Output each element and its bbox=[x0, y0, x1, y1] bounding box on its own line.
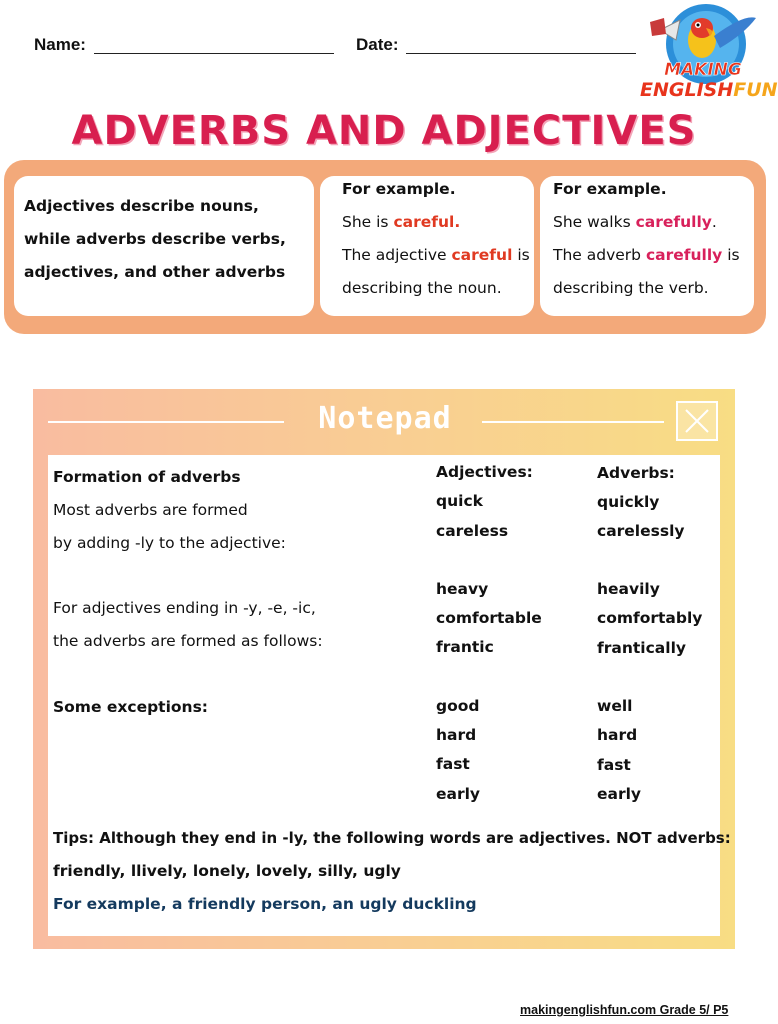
formation-heading: Formation of adverbs bbox=[53, 468, 241, 486]
adjective-word: quick bbox=[436, 492, 483, 510]
notepad-title-rule-left bbox=[48, 421, 284, 423]
adjective-example-explain: The adjective careful is bbox=[342, 246, 530, 264]
footer-link[interactable]: makingenglishfun.com Grade 5/ P5 bbox=[520, 1003, 729, 1017]
adjective-word: hard bbox=[436, 726, 477, 744]
adverb-example-heading: For example. bbox=[553, 180, 667, 198]
notepad-title-rule-right bbox=[482, 421, 664, 423]
adjective-example-heading: For example. bbox=[342, 180, 456, 198]
formation-line-1: Most adverbs are formed bbox=[53, 501, 248, 519]
page-title: ADVERBS AND ADJECTIVES bbox=[71, 108, 697, 154]
adverb-word: heavily bbox=[597, 580, 660, 598]
adverb-example-card bbox=[540, 176, 754, 316]
adjective-example-explain-2: describing the noun. bbox=[342, 279, 502, 297]
adverb-word: quickly bbox=[597, 493, 660, 511]
adjective-word: fast bbox=[436, 755, 470, 773]
ending-rule-line-1: For adjectives ending in -y, -e, -ic, bbox=[53, 599, 316, 617]
date-field[interactable] bbox=[406, 53, 636, 54]
tips-line-2: friendly, llively, lonely, lovely, silly, ugly bbox=[53, 862, 401, 880]
name-label: Name: bbox=[34, 35, 86, 54]
close-button[interactable] bbox=[676, 401, 718, 441]
adverb-example-sentence: She walks carefully. bbox=[553, 213, 717, 231]
date-label: Date: bbox=[356, 35, 399, 54]
close-icon bbox=[678, 403, 716, 439]
tips-line-1: Tips: Although they end in -ly, the following words are adjectives. NOT adverbs: bbox=[53, 829, 731, 847]
adjective-word: early bbox=[436, 785, 481, 803]
notepad-title: Notepad bbox=[318, 401, 452, 436]
adjective-word: frantic bbox=[436, 638, 494, 656]
formation-line-2: by adding -ly to the adjective: bbox=[53, 534, 286, 552]
adverb-word: early bbox=[597, 785, 642, 803]
adverb-word: hard bbox=[597, 726, 638, 744]
adjective-word: good bbox=[436, 697, 480, 715]
adjective-example-card bbox=[320, 176, 534, 316]
making-english-fun-logo: MAKING ENGLISHFUN bbox=[640, 0, 766, 106]
adjectives-column-header: Adjectives: bbox=[436, 463, 533, 481]
adverb-example-explain-2: describing the verb. bbox=[553, 279, 709, 297]
definition-text: Adjectives describe nouns, while adverbs describe verbs, adjectives, and other adverbs bbox=[24, 197, 286, 281]
adverb-word: fast bbox=[597, 756, 631, 774]
adverb-word: carelessly bbox=[597, 522, 685, 540]
adverb-word: comfortably bbox=[597, 609, 703, 627]
name-field[interactable] bbox=[94, 53, 334, 54]
definition-card bbox=[14, 176, 314, 316]
adjective-word: comfortable bbox=[436, 609, 542, 627]
exceptions-heading: Some exceptions: bbox=[53, 698, 209, 716]
adjective-word: heavy bbox=[436, 580, 489, 598]
adverb-example-explain: The adverb carefully is bbox=[553, 246, 740, 264]
adverbs-column-header: Adverbs: bbox=[597, 464, 675, 482]
adjective-example-sentence: She is careful. bbox=[342, 213, 461, 231]
adverb-word: well bbox=[597, 697, 633, 715]
ending-rule-line-2: the adverbs are formed as follows: bbox=[53, 632, 323, 650]
tips-example: For example, a friendly person, an ugly duckling bbox=[53, 895, 477, 913]
adjective-word: careless bbox=[436, 522, 509, 540]
adverb-word: frantically bbox=[597, 639, 686, 657]
